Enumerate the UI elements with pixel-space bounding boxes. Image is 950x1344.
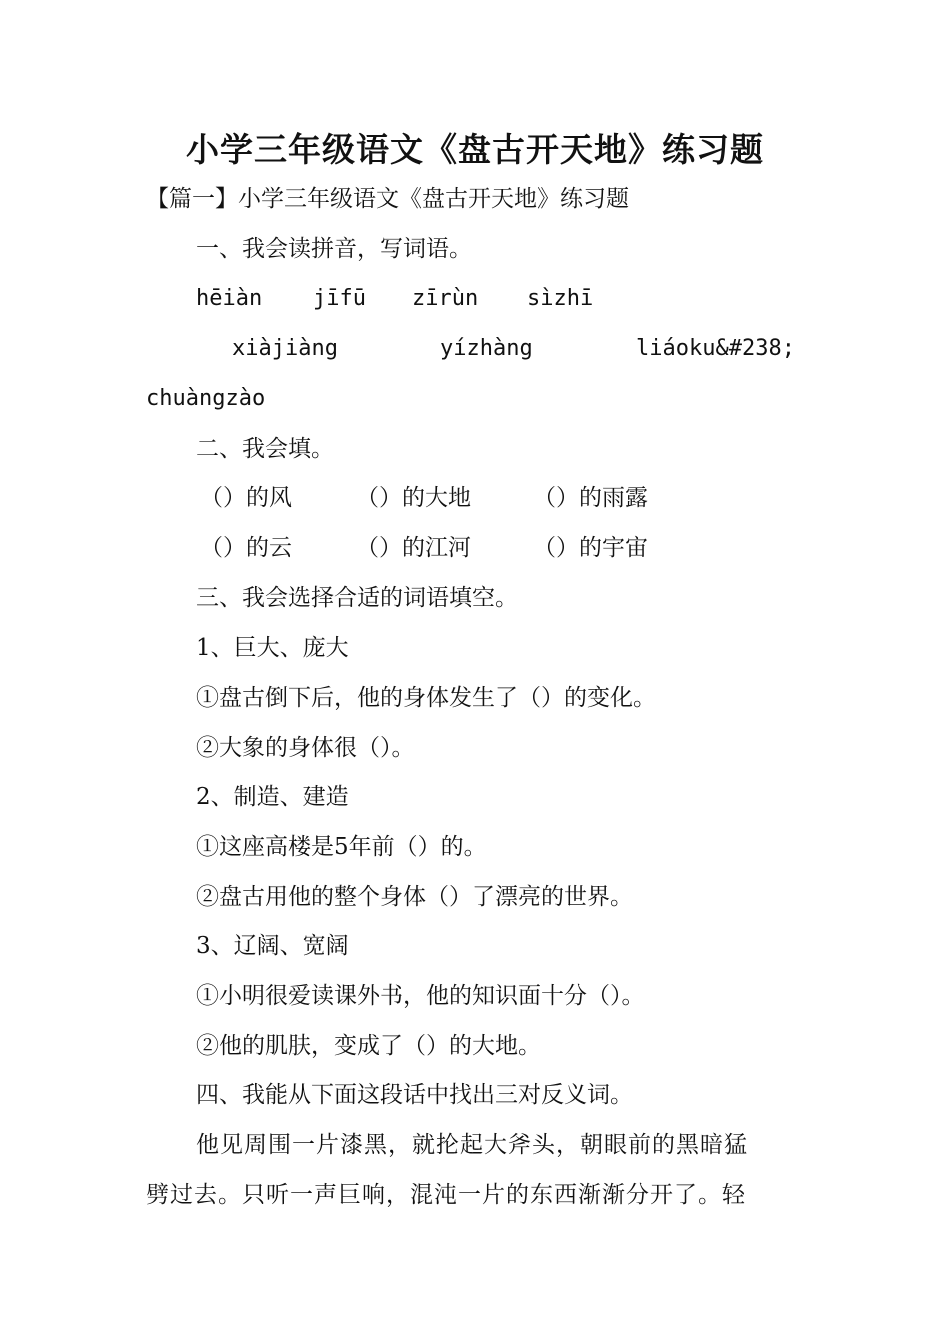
section-1-heading: 一、我会读拼音，写词语。	[196, 236, 472, 262]
question-group-title: 1、巨大、庞大	[196, 635, 349, 661]
section-2-heading: 二、我会填。	[196, 436, 334, 462]
subtitle: 【篇一】小学三年级语文《盘古开天地》练习题	[146, 186, 629, 212]
pinyin-word: chuàngzào	[146, 386, 266, 411]
section-3-heading: 三、我会选择合适的词语填空。	[196, 585, 518, 611]
question-item: ①这座高楼是5年前（）的。	[196, 834, 487, 860]
question-item: ②盘古用他的整个身体（）了漂亮的世界。	[196, 884, 633, 910]
pinyin-word: yízhàng	[440, 336, 533, 361]
paragraph-line: 劈过去。只听一声巨响，混沌一片的东西渐渐分开了。轻	[146, 1182, 746, 1208]
fill-blank-item: （）的云	[200, 535, 292, 561]
paragraph-line: 他见周围一片漆黑，就抡起大斧头，朝眼前的黑暗猛	[196, 1132, 748, 1158]
question-item: ①盘古倒下后，他的身体发生了（）的变化。	[196, 685, 656, 711]
section-4-heading: 四、我能从下面这段话中找出三对反义词。	[196, 1082, 633, 1108]
question-item: ②大象的身体很（）。	[196, 735, 415, 761]
question-item: ①小明很爱读课外书，他的知识面十分（）。	[196, 983, 645, 1009]
question-item: ②他的肌肤，变成了（）的大地。	[196, 1033, 541, 1059]
pinyin-word: jīfū	[313, 286, 366, 311]
fill-blank-item: （）的大地	[356, 485, 471, 511]
pinyin-word: xiàjiàng	[232, 336, 338, 361]
fill-blank-item: （）的江河	[356, 535, 471, 561]
question-group-title: 2、制造、建造	[196, 784, 349, 810]
question-group-title: 3、辽阔、宽阔	[196, 933, 349, 959]
pinyin-word: sìzhī	[527, 286, 594, 311]
pinyin-word: liáoku&#238;	[636, 336, 795, 361]
pinyin-word: hēiàn	[196, 286, 263, 311]
fill-blank-item: （）的风	[200, 485, 292, 511]
fill-blank-item: （）的雨露	[533, 485, 648, 511]
fill-blank-item: （）的宇宙	[533, 535, 648, 561]
page-title: 小学三年级语文《盘古开天地》练习题	[186, 130, 764, 169]
pinyin-word: zīrùn	[412, 286, 479, 311]
